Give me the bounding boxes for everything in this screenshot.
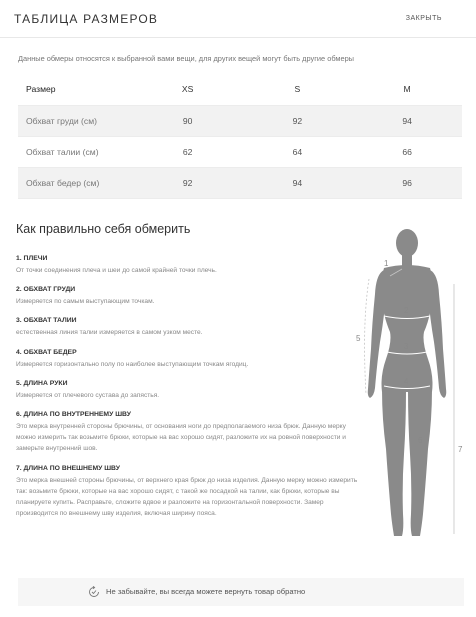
arm-guide [365, 279, 369, 394]
step-title: 3. ОБХВАТ ТАЛИИ [16, 317, 77, 325]
step-text: От точки соединения плеча и шеи до самой крайней точки плечь. [16, 267, 217, 274]
step-text: Измеряется по самым выступающим точкам. [16, 298, 155, 306]
body-measurement-figure [344, 224, 470, 554]
figure-label-3: 3 [404, 342, 409, 351]
return-notice [18, 578, 464, 606]
figure-label-7: 7 [458, 445, 463, 454]
step-arm-length [16, 380, 358, 401]
cell-chest-xs: 90 [133, 105, 243, 136]
cell-waist-m: 66 [352, 136, 462, 167]
cell-hips-xs: 92 [133, 167, 243, 198]
step-title: 5. ДЛИНА РУКИ [16, 379, 68, 387]
header-cell-s: S [243, 74, 353, 105]
size-table [18, 74, 462, 199]
step-title: 6. ДЛИНА ПО ВНУТРЕННЕМУ ШВУ [16, 411, 131, 419]
step-text: Это мерка внешней стороны брючины, от верхнего края брюк до низа изделия. Данную мерку можно измерить так: возьмите брюки, которые на вас хорошо сидят, с такой же посадкой на талии, как брюки, которые вы планируете купить. Расправьте, сложите вдвое и разложите на горизонтальной поверхности. Замер производится по внешнему шву изделия, включая ширину пояса. [16, 476, 358, 518]
row-label-waist: Обхват талии (см) [18, 136, 133, 167]
cell-chest-m: 94 [352, 105, 462, 136]
figure-label-6: 6 [418, 436, 423, 445]
howto-title: Как правильно себя обмерить [16, 222, 191, 236]
row-label-chest: Обхват груди (см) [18, 105, 133, 136]
cell-chest-s: 92 [243, 105, 353, 136]
close-button[interactable]: ЗАКРЫТЬ [405, 15, 442, 22]
step-shoulders [16, 255, 358, 276]
header-cell-xs: XS [133, 74, 243, 105]
figure-label-4: 4 [404, 377, 409, 386]
step-text: Измеряется от плечевого сустава до запястья. [16, 391, 160, 399]
step-waist [16, 317, 358, 338]
figure-label-2: 2 [404, 306, 409, 315]
return-notice-text: Не забывайте, вы всегда можете вернуть товар обратно [106, 587, 306, 596]
step-outseam [16, 465, 358, 520]
table-row-waist [18, 136, 462, 167]
step-title: 1. ПЛЕЧИ [16, 255, 48, 262]
cell-waist-s: 64 [243, 136, 353, 167]
figure-label-1: 1 [384, 259, 389, 268]
step-text: естественная линия талии измеряется в самом узком месте. [16, 329, 203, 337]
step-title: 2. ОБХВАТ ГРУДИ [16, 286, 76, 294]
modal-header [0, 0, 476, 38]
cell-waist-xs: 62 [133, 136, 243, 167]
figure-label-5: 5 [356, 334, 361, 343]
table-row-hips [18, 167, 462, 198]
step-title: 7. ДЛИНА ПО ВНЕШНЕМУ ШВУ [16, 464, 120, 472]
cell-hips-s: 94 [243, 167, 353, 198]
measurements-note: Данные обмеры относятся к выбранной вами вещи, для других вещей могут быть другие обмеры [18, 54, 354, 63]
return-icon [88, 586, 100, 598]
row-label-hips: Обхват бедер (см) [18, 167, 133, 198]
table-header-row [18, 74, 462, 105]
modal-title: ТАБЛИЦА РАЗМЕРОВ [14, 12, 159, 26]
header-cell-m: M [352, 74, 462, 105]
step-hips [16, 349, 358, 370]
cell-hips-m: 96 [352, 167, 462, 198]
step-text: Измеряется горизонтально полу по наиболее выступающим точкам ягодиц. [16, 360, 249, 368]
measurement-steps [16, 255, 358, 529]
step-text: Это мерка внутренней стороны брючины, от основания ноги до предполагаемого низа брюк. Данную мерку можно измерить так возьмите брюки, которые на вас хорошо сидят, разложите их на ровной поверхности и замерьте внутренний шов. [16, 423, 346, 453]
step-inseam [16, 411, 358, 455]
header-cell-size: Размер [18, 74, 133, 105]
step-title: 4. ОБХВАТ БЕДЕР [16, 348, 77, 356]
step-chest [16, 286, 358, 307]
table-row-chest [18, 105, 462, 136]
